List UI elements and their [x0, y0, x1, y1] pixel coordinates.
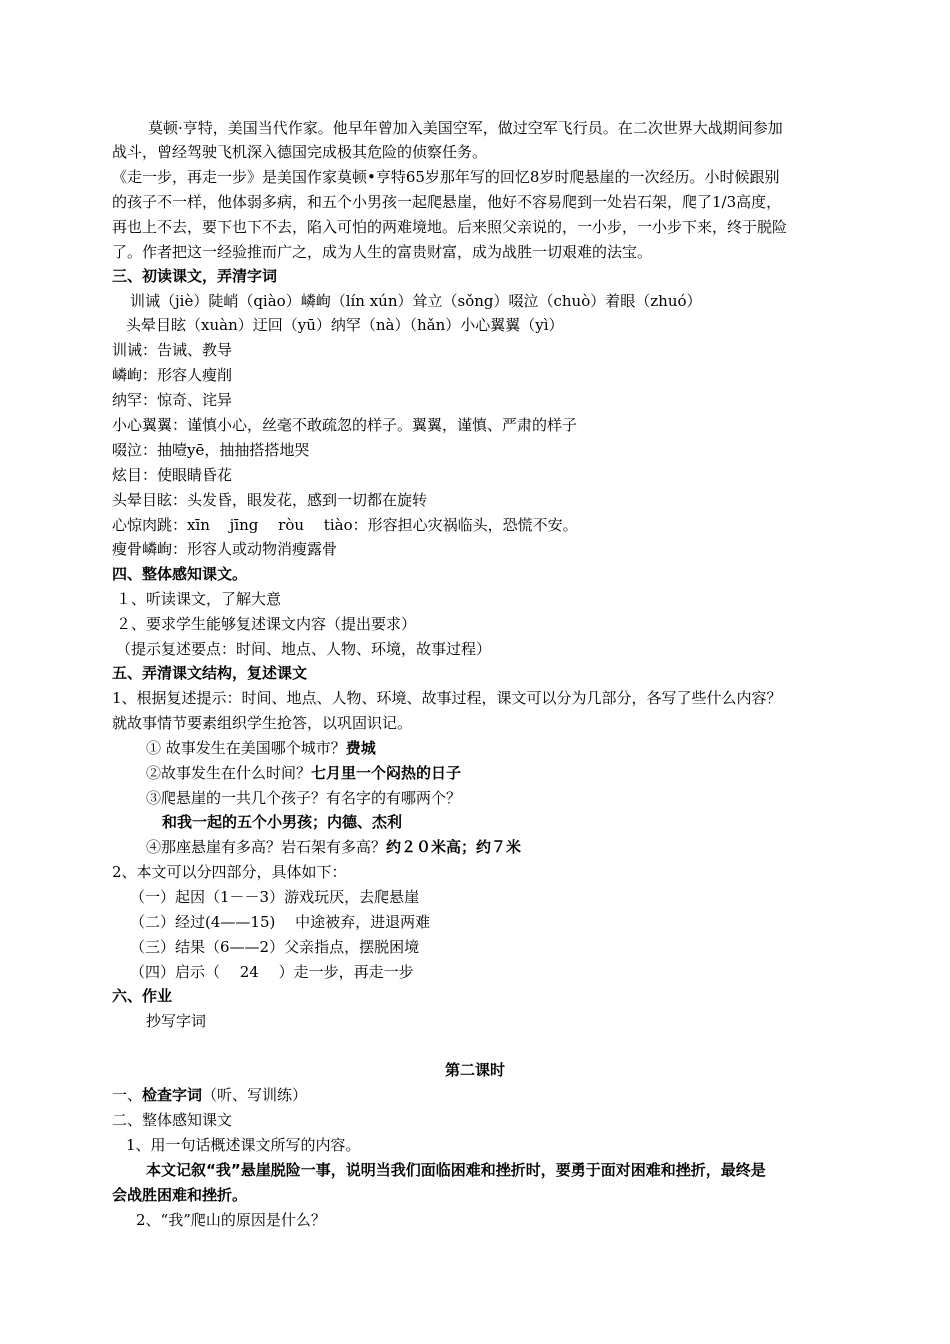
- item-bold-label: 检查字词: [142, 1086, 203, 1104]
- structure-part: （三）结果（6——2）父亲指点，摆脱困境: [130, 938, 420, 956]
- section-5-question-1-line-2: 就故事情节要素组织学生抢答，以巩固识记。: [112, 714, 413, 732]
- structure-part: （二）经过(4——15) 中途被弃，进退两难: [130, 913, 431, 931]
- lesson-2-answer-line-2: 会战胜困难和挫折。: [112, 1186, 248, 1204]
- lesson-2-question-2: 2、“我”爬山的原因是什么？: [136, 1211, 326, 1229]
- qa-item-children-question: ③爬悬崖的一共几个孩子？有名字的有哪两个？: [146, 789, 462, 807]
- intro-text-line-1: 《走一步，再走一步》是美国作家莫顿•亨特65岁那年写的回忆8岁时爬悬崖的一次经历。小时候跟别: [112, 168, 780, 186]
- pronunciation-line-2: 头晕目眩（xuàn）迂回（yū）纳罕（nà）（hǎn）小心翼翼（yì）: [126, 316, 564, 334]
- item-number: 一、: [112, 1086, 143, 1104]
- qa-item-children-answer: 和我一起的五个小男孩；内德、杰利: [162, 813, 403, 831]
- definition-item: 瘦骨嶙峋：形容人或动物消瘦露骨: [112, 540, 338, 558]
- qa-answer: 七月里一个闷热的日子: [311, 764, 462, 782]
- section-5-question-1-line-1: 1、根据复述提示：时间、地点、人物、环境、故事过程，课文可以分为几部分，各写了些什么内容？: [112, 689, 782, 707]
- section-6-heading: 六、作业: [112, 987, 173, 1005]
- qa-question: ②故事发生在什么时间？: [146, 764, 312, 782]
- definition-item: 啜泣：抽噎yē，抽抽搭搭地哭: [112, 441, 310, 459]
- structure-part: （四）启示（ 24 ）走一步，再走一步: [130, 963, 414, 981]
- intro-text-line-4: 了。作者把这一经验推而广之，成为人生的富贵财富，成为战胜一切艰难的法宝。: [112, 243, 653, 261]
- qa-question: ① 故事发生在美国哪个城市？: [146, 739, 346, 757]
- lesson-2-item-1: [112, 1085, 307, 1105]
- definition-item: 嶙峋：形容人瘦削: [112, 366, 233, 384]
- section-4-hint: （提示复述要点：时间、地点、人物、环境，故事过程）: [116, 640, 492, 658]
- lesson-2-item-2: 二、整体感知课文: [112, 1111, 233, 1129]
- definition-item: 小心翼翼：谨慎小心，丝毫不敢疏忽的样子。翼翼，谨慎、严肃的样子: [112, 416, 578, 434]
- qa-answer: 约２０米高；约７米: [386, 838, 522, 856]
- qa-answer: 费城: [345, 739, 376, 757]
- definition-item: 头晕目眩：头发昏，眼发花，感到一切都在旋转: [112, 491, 428, 509]
- qa-item-city: [146, 738, 376, 758]
- lesson-2-title: 第二课时: [444, 1061, 505, 1079]
- section-3-heading: 三、初读课文，弄清字词: [112, 267, 278, 285]
- lesson-2-answer-line-1: 本文记叙“我”悬崖脱险一事，说明当我们面临困难和挫折时，要勇于面对困难和挫折，最终是: [146, 1161, 766, 1179]
- definition-item: 心惊肉跳：xīn jīng ròu tiào：形容担心灾祸临头，恐慌不安。: [112, 516, 578, 534]
- qa-item-height: [146, 837, 521, 857]
- section-4-item-1: １、听读课文，了解大意: [116, 590, 282, 608]
- homework-task: 抄写字词: [146, 1012, 207, 1030]
- lesson-2-question-1: 1、用一句话概述课文所写的内容。: [126, 1136, 361, 1154]
- structure-part: （一）起因（1－－3）游戏玩厌，去爬悬崖: [130, 888, 420, 906]
- section-4-heading: 四、整体感知课文。: [112, 565, 248, 583]
- section-5-question-2: 2、本文可以分四部分，具体如下：: [112, 863, 347, 881]
- intro-author-line-2: 战斗，曾经驾驶飞机深入德国完成极其危险的侦察任务。: [112, 143, 488, 161]
- qa-item-time: [146, 763, 461, 783]
- intro-text-line-2: 的孩子不一样，他体弱多病，和五个小男孩一起爬悬崖，他好不容易爬到一处岩石架，爬了1/3高度，: [112, 193, 782, 211]
- definition-item: 炫目：使眼睛昏花: [112, 466, 233, 484]
- section-4-item-2: ２、要求学生能够复述课文内容（提出要求）: [116, 615, 417, 633]
- intro-text-line-3: 再也上不去，要下也下不去，陷入可怕的两难境地。后来照父亲说的，一小步，一小步下来，终于脱险: [112, 218, 788, 236]
- intro-author-line-1: 莫顿·亨特，美国当代作家。他早年曾加入美国空军，做过空军飞行员。在二次世界大战期间参加: [148, 119, 783, 137]
- item-note: （听、写训练）: [202, 1086, 308, 1104]
- definition-item: 训诫：告诫、教导: [112, 341, 233, 359]
- pronunciation-line-1: 训诫（jiè）陡峭（qiào）嶙峋（lín xún）耸立（sǒng）啜泣（chuò）着眼（zhuó）: [130, 292, 702, 310]
- definition-item: 纳罕：惊奇、诧异: [112, 391, 233, 409]
- qa-question: ④那座悬崖有多高？岩石架有多高？: [146, 838, 387, 856]
- section-5-heading: 五、弄清课文结构，复述课文: [112, 664, 308, 682]
